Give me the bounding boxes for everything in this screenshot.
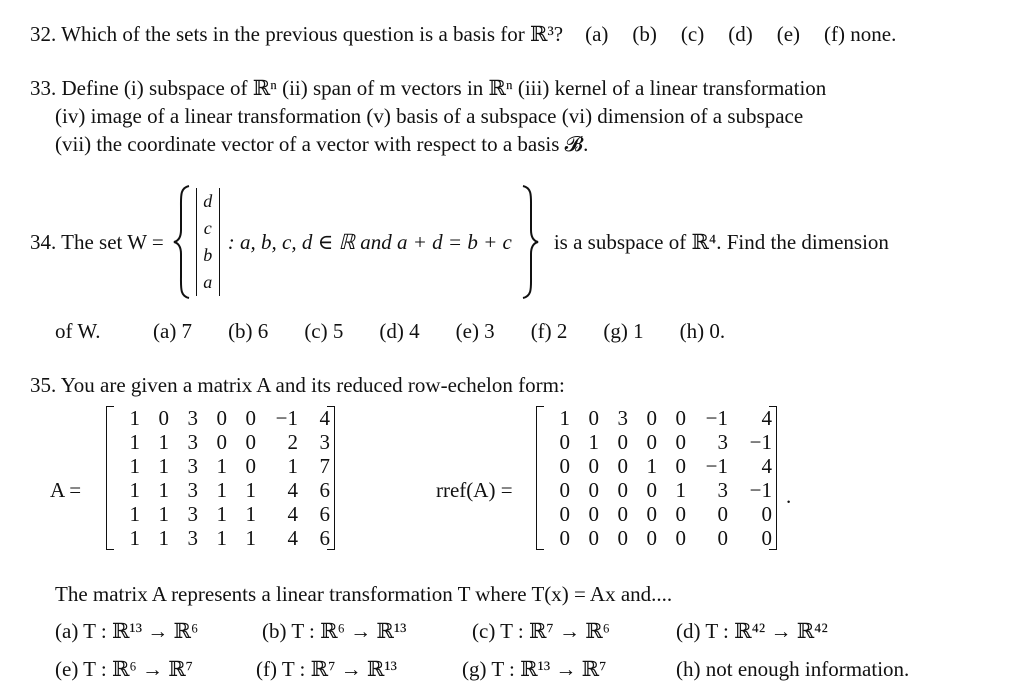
q34-options [153, 319, 725, 344]
matrix-cell: 0 [245, 430, 256, 454]
matrix-cell: −1 [275, 406, 298, 430]
q35-option-d: (d) T : ℝ⁴² → ℝ⁴² [676, 619, 828, 643]
matrix-cell: 3 [187, 502, 198, 526]
matrix-rref [536, 406, 777, 550]
matrix-cell: 1 [158, 502, 169, 526]
matrix-cell: 0 [646, 526, 657, 550]
q34-option: (e) 3 [455, 319, 495, 343]
matrix-cell: −1 [705, 454, 728, 478]
matrix-cell: 4 [287, 526, 298, 550]
q32-option: (a) [585, 22, 609, 46]
matrix-cell: 1 [158, 430, 169, 454]
matrix-cell: 0 [559, 502, 570, 526]
bracket [537, 406, 544, 550]
matrix-cell: 1 [216, 526, 227, 550]
matrix-cell: 1 [129, 430, 140, 454]
matrix-cell: 3 [187, 430, 198, 454]
q34-cont: of W. [55, 319, 101, 343]
matrix-cell: 0 [617, 502, 628, 526]
q32-option: (c) [680, 22, 705, 46]
matrix-cell: a [203, 272, 213, 292]
matrix-cell: 4 [761, 406, 772, 430]
rref-label: rref(A) = [436, 478, 513, 502]
matrix-cell: −1 [749, 478, 772, 502]
matrix-cell: 0 [588, 454, 599, 478]
matrix-cell: 4 [287, 502, 298, 526]
matrix-cell: 1 [129, 526, 140, 550]
q34-option: (h) 0. [679, 319, 726, 343]
q35-option-g: (g) T : ℝ¹³ → ℝ⁷ [462, 657, 607, 681]
matrix-cell: 1 [588, 430, 599, 454]
matrix-cell: 0 [216, 430, 227, 454]
q32-option: (f) none. [824, 22, 897, 46]
matrix-cell: 3 [187, 454, 198, 478]
matrix-cell: 3 [187, 406, 198, 430]
q34-row [30, 183, 889, 301]
matrix-cell: 6 [319, 478, 330, 502]
matrix-cell: 1 [245, 478, 256, 502]
matrix-cell: 0 [617, 526, 628, 550]
matrix-cell: 0 [646, 478, 657, 502]
matrix-cell: 1 [216, 454, 227, 478]
q32-text: 32. Which of the sets in the previous question is a basis for ℝ³? [30, 22, 564, 46]
matrix-cell: 0 [646, 430, 657, 454]
matrix-cell: 0 [559, 454, 570, 478]
matrix-cell: 0 [588, 502, 599, 526]
q35-text: 35. You are given a matrix A and its reduced row-echelon form: [30, 373, 565, 397]
matrix-cell: 2 [287, 430, 298, 454]
matrix-cell: c [203, 218, 212, 238]
matrix-cell: 3 [617, 406, 628, 430]
matrix-cell: b [203, 245, 213, 265]
q35-option-e: (e) T : ℝ⁶ → ℝ⁷ [55, 657, 194, 681]
q33-line: (iv) image of a linear transformation (v) basis of a subspace (vi) dimension of a subspace [55, 104, 804, 128]
q33-line: 33. Define (i) subspace of ℝⁿ (ii) span of m vectors in ℝⁿ (iii) kernel of a linear transformation [30, 76, 827, 100]
q34-condition: : a, b, c, d ∈ ℝ and a + d = b + c [227, 229, 512, 254]
matrix-cell: 1 [129, 406, 140, 430]
q32-row [30, 22, 896, 47]
matrix-cell: 1 [245, 502, 256, 526]
matrix-cell: 1 [129, 454, 140, 478]
matrix-cell: 1 [287, 454, 298, 478]
q34-option: (c) 5 [304, 319, 344, 343]
matrix-cell: 3 [187, 526, 198, 550]
q32-option: (e) [776, 22, 801, 46]
matrix-cell: 3 [187, 478, 198, 502]
matrix-cell: 6 [319, 502, 330, 526]
matrix-cell: 0 [675, 454, 686, 478]
q35-option-b: (b) T : ℝ⁶ → ℝ¹³ [262, 619, 407, 643]
bracket [769, 406, 776, 550]
q32-options [585, 22, 896, 47]
matrix-cell: 0 [216, 406, 227, 430]
period: . [786, 484, 792, 508]
matrix-cell: 0 [559, 430, 570, 454]
q35-option-f: (f) T : ℝ⁷ → ℝ¹³ [256, 657, 397, 681]
matrix-cell: 0 [761, 502, 772, 526]
q35-option-a: (a) T : ℝ¹³ → ℝ⁶ [55, 619, 199, 643]
matrix-cell: 0 [559, 478, 570, 502]
q34-option: (b) 6 [228, 319, 269, 343]
matrix-cell: 1 [216, 502, 227, 526]
matrix-cell: 3 [717, 478, 728, 502]
matrix-cell: 1 [158, 478, 169, 502]
q34-prefix: 34. The set W = [30, 229, 164, 254]
matrix-cell: 0 [588, 526, 599, 550]
matrix-cell: 1 [245, 526, 256, 550]
left-brace-icon [172, 184, 192, 300]
q34-option: (d) 4 [379, 319, 420, 343]
q34-option: (f) 2 [530, 319, 568, 343]
q32-option: (d) [728, 22, 753, 46]
right-brace-icon [520, 184, 540, 300]
matrix-cell: 1 [216, 478, 227, 502]
matrix-cell: −1 [705, 406, 728, 430]
matrix-cell: −1 [749, 430, 772, 454]
matrix-cell: d [203, 191, 213, 211]
matrix-cell: 1 [158, 526, 169, 550]
matrix-a [106, 406, 335, 550]
matrix-cell: 0 [559, 526, 570, 550]
matrix-cell: 1 [559, 406, 570, 430]
matrix-cell: 0 [675, 502, 686, 526]
matrix-cell: 0 [588, 478, 599, 502]
matrix-cell: 1 [675, 478, 686, 502]
matrix-cell: 0 [675, 406, 686, 430]
matrix-cell: 0 [717, 502, 728, 526]
matrix-cell: 0 [245, 454, 256, 478]
q35-option-c: (c) T : ℝ⁷ → ℝ⁶ [472, 619, 611, 643]
q34-option: (a) 7 [153, 319, 193, 343]
matrix-cell: 0 [617, 478, 628, 502]
matrix-cell: 4 [287, 478, 298, 502]
matrix-cell: 1 [158, 454, 169, 478]
matrix-cell: 1 [646, 454, 657, 478]
matrix-cell: 0 [588, 406, 599, 430]
matrix-cell: 0 [646, 406, 657, 430]
bracket [327, 406, 334, 550]
matrix-cell: 0 [675, 526, 686, 550]
matrix-cell: 0 [717, 526, 728, 550]
q32-option: (b) [632, 22, 657, 46]
matrix-cell: 4 [761, 454, 772, 478]
matrix-cell: 0 [675, 430, 686, 454]
q35-statement: The matrix A represents a linear transformation T where T(x) = Ax and.... [55, 582, 673, 606]
matrix-cell: 1 [129, 478, 140, 502]
matrix-cell: 3 [717, 430, 728, 454]
matrix-cell: 0 [617, 430, 628, 454]
matrix-cell: 3 [319, 430, 330, 454]
q34-option: (g) 1 [603, 319, 644, 343]
q34-suffix: is a subspace of ℝ⁴. Find the dimension [553, 229, 889, 254]
matrix-cell: 6 [319, 526, 330, 550]
matrix-cell: 0 [158, 406, 169, 430]
matrix-cell: 7 [319, 454, 330, 478]
q35-option-h: (h) not enough information. [676, 657, 910, 681]
matrix-cell: 1 [129, 502, 140, 526]
matrix-cell: 0 [761, 526, 772, 550]
bracket [107, 406, 114, 550]
matrix-cell: 4 [319, 406, 330, 430]
q34-vector [196, 188, 220, 296]
matrix-cell: 0 [245, 406, 256, 430]
matrix-cell: 0 [646, 502, 657, 526]
matrix-a-label: A = [50, 478, 82, 502]
matrix-cell: 0 [617, 454, 628, 478]
q33-line: (vii) the coordinate vector of a vector with respect to a basis 𝓑. [55, 132, 589, 156]
